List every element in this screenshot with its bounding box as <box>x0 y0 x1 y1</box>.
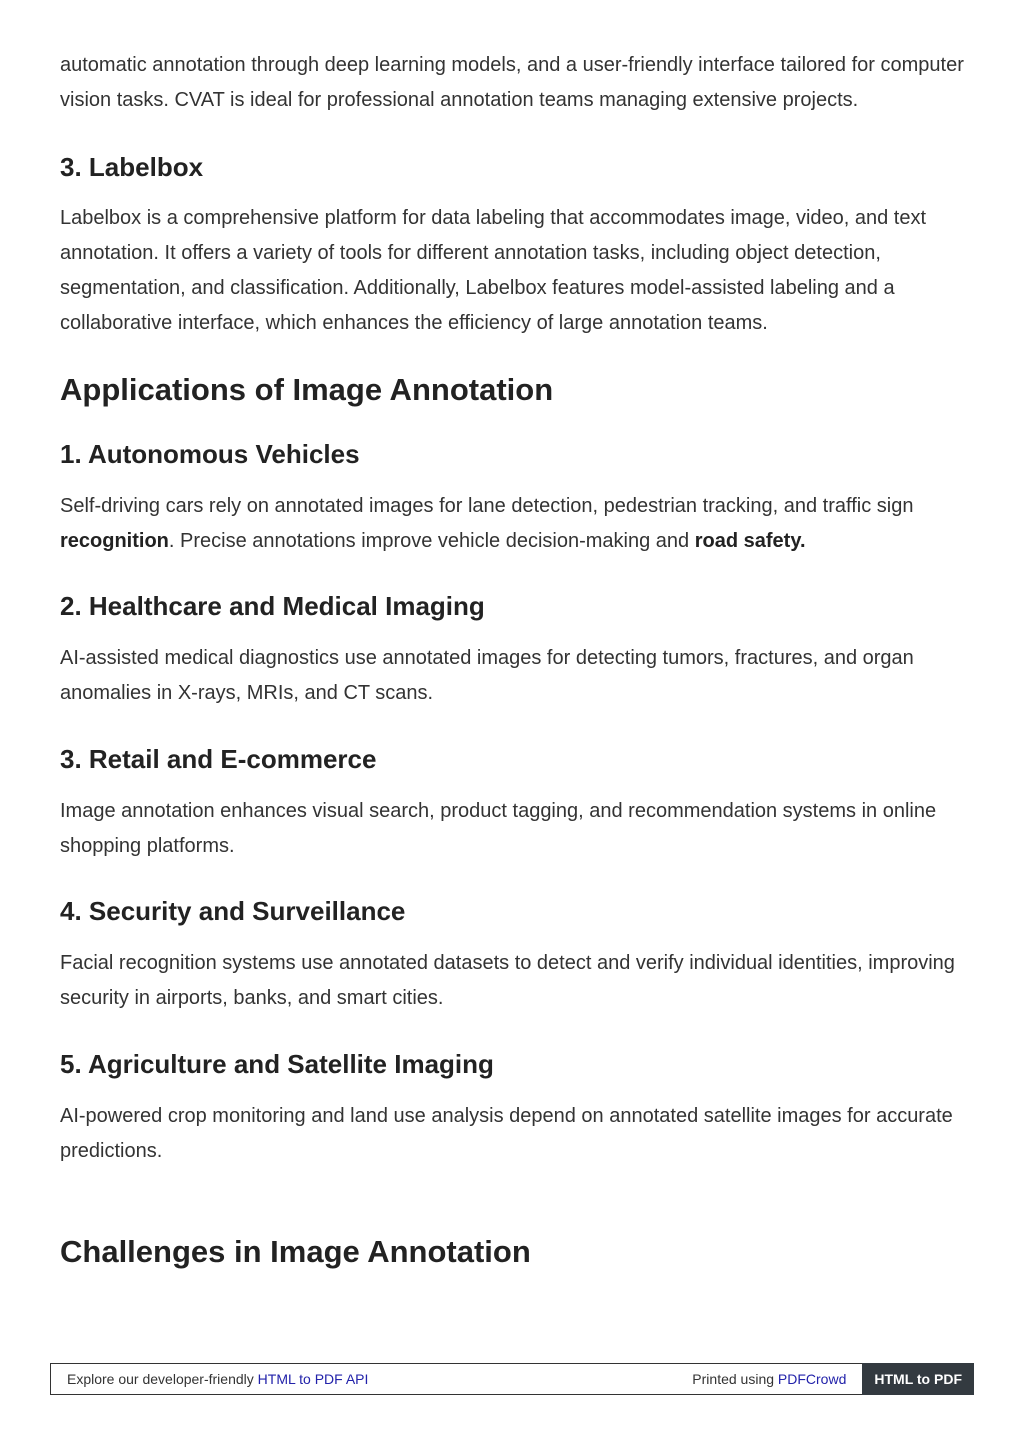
footer-explore <box>51 1371 692 1387</box>
autonomous-bold-2: road safety. <box>694 530 806 552</box>
labelbox-heading: 3. Labelbox <box>60 152 204 182</box>
document-content <box>60 48 964 1271</box>
challenges-heading: Challenges in Image Annotation <box>60 1234 531 1269</box>
retail-paragraph: Image annotation enhances visual search, product tagging, and recommendation systems in online shopping platforms. <box>60 800 937 857</box>
autonomous-text-2: . Precise annotations improve vehicle decision-making and <box>168 530 695 552</box>
healthcare-paragraph: AI-assisted medical diagnostics use annotated images for detecting tumors, fractures, and organ anomalies in X-rays, MRIs, and CT scans. <box>60 647 914 704</box>
footer-printed <box>692 1371 862 1387</box>
security-paragraph: Facial recognition systems use annotated datasets to detect and verify individual identities, improving security in airports, banks, and smart cities. <box>60 952 955 1009</box>
footer-printed-text: Printed using <box>692 1371 778 1387</box>
agriculture-heading: 5. Agriculture and Satellite Imaging <box>60 1049 494 1079</box>
autonomous-text-1: Self-driving cars rely on annotated images for lane detection, pedestrian tracking, and traffic sign <box>60 495 914 517</box>
pdfcrowd-link[interactable]: PDFCrowd <box>777 1371 847 1387</box>
pdfcrowd-footer-bar <box>50 1363 974 1395</box>
footer-explore-text: Explore our developer-friendly <box>67 1371 258 1387</box>
html-to-pdf-button[interactable]: HTML to PDF <box>862 1363 974 1395</box>
healthcare-heading: 2. Healthcare and Medical Imaging <box>60 591 485 621</box>
retail-heading: 3. Retail and E-commerce <box>60 744 377 774</box>
security-heading: 4. Security and Surveillance <box>60 896 406 926</box>
autonomous-heading: 1. Autonomous Vehicles <box>60 439 360 469</box>
autonomous-paragraph <box>60 489 964 559</box>
html-to-pdf-api-link[interactable]: HTML to PDF API <box>257 1371 369 1387</box>
agriculture-paragraph: AI-powered crop monitoring and land use analysis depend on annotated satellite images for accurate predictions. <box>60 1105 953 1162</box>
intro-paragraph: automatic annotation through deep learning models, and a user-friendly interface tailored for computer vision tasks. CVAT is ideal for professional annotation teams managing extensive projects. <box>60 54 964 111</box>
applications-heading: Applications of Image Annotation <box>60 372 554 407</box>
labelbox-paragraph: Labelbox is a comprehensive platform for data labeling that accommodates image, video, and text annotation. It offers a variety of tools for different annotation tasks, including object detection, segmentation, and classification. Additionally, Labelbox features model-assisted labeling and a collaborative interface, which enhances the efficiency of large annotation teams. <box>60 207 927 334</box>
autonomous-bold-1: recognition <box>60 530 169 552</box>
